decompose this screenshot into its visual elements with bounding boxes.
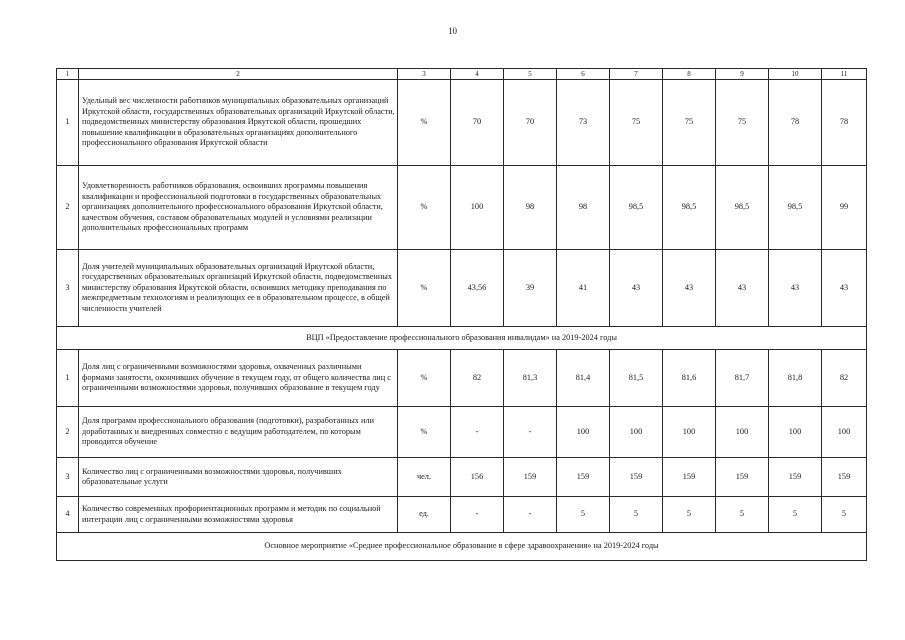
column-number-cell: 2 — [79, 69, 398, 80]
value-cell: 78 — [822, 80, 867, 166]
column-number-cell: 4 — [451, 69, 504, 80]
unit-cell: % — [398, 80, 451, 166]
value-cell: 98,5 — [610, 166, 663, 250]
value-cell: 43 — [769, 250, 822, 327]
table-row — [57, 80, 867, 166]
indicator-description: Удовлетворенность работников образования, освоивших программы повышения квалификации и профессиональной подготовки в государственных образовательных организациях дополнительного профессионального образования Иркутской области, качеством обучения, составом образовательных модулей и условиями реализации дополнительных профессиональных программ — [79, 166, 398, 250]
table-row — [57, 350, 867, 407]
value-cell: 75 — [610, 80, 663, 166]
row-number: 4 — [57, 497, 79, 533]
value-cell: 159 — [504, 458, 557, 497]
indicator-description: Количество лиц с ограниченными возможностями здоровья, получивших образовательные услуги — [79, 458, 398, 497]
indicator-description: Доля учителей муниципальных образовательных организаций Иркутской области, государственных образовательных организаций Иркутской области, подведомственных министерству образования Иркутской области, освоивших методику преподавания по межпредметным технологиям и реализующих ее в образовательном процессе, в общей численности учителей — [79, 250, 398, 327]
table-row — [57, 497, 867, 533]
column-number-cell: 10 — [769, 69, 822, 80]
row-number: 3 — [57, 458, 79, 497]
value-cell: 81,7 — [716, 350, 769, 407]
value-cell: 100 — [557, 407, 610, 458]
value-cell: 43 — [716, 250, 769, 327]
indicator-description: Доля программ профессионального образования (подготовки), разработанных или доработанных и внедренных совместно с ведущим работодателем, по которым проводится обучение — [79, 407, 398, 458]
value-cell: 43 — [822, 250, 867, 327]
row-number: 3 — [57, 250, 79, 327]
value-cell: 73 — [557, 80, 610, 166]
value-cell: - — [504, 407, 557, 458]
value-cell: 98,5 — [663, 166, 716, 250]
table-row — [57, 166, 867, 250]
value-cell: 81,4 — [557, 350, 610, 407]
unit-cell: % — [398, 250, 451, 327]
column-number-cell: 5 — [504, 69, 557, 80]
indicator-description: Количество современных профориентационных программ и методик по социальной интеграции лиц с ограниченными возможностями здоровья — [79, 497, 398, 533]
value-cell: 159 — [716, 458, 769, 497]
column-number-cell: 8 — [663, 69, 716, 80]
value-cell: 75 — [663, 80, 716, 166]
value-cell: 82 — [451, 350, 504, 407]
value-cell: 5 — [769, 497, 822, 533]
value-cell: 99 — [822, 166, 867, 250]
column-number-cell: 7 — [610, 69, 663, 80]
value-cell: 81,6 — [663, 350, 716, 407]
indicator-description: Доля лиц с ограниченными возможностями здоровья, охваченных различными формами занятости, окончивших обучение в текущем году, от общего количества лиц с ограниченными возможностями здоровья, получивших образование в текущем году — [79, 350, 398, 407]
value-cell: 5 — [822, 497, 867, 533]
value-cell: 100 — [610, 407, 663, 458]
value-cell: 43 — [663, 250, 716, 327]
column-number-cell: 11 — [822, 69, 867, 80]
value-cell: 100 — [822, 407, 867, 458]
section-row — [57, 533, 867, 561]
row-number: 1 — [57, 80, 79, 166]
value-cell: 159 — [610, 458, 663, 497]
column-number-cell: 1 — [57, 69, 79, 80]
row-number: 2 — [57, 407, 79, 458]
unit-cell: чел. — [398, 458, 451, 497]
table-row — [57, 458, 867, 497]
column-number-row — [57, 69, 867, 80]
row-number: 2 — [57, 166, 79, 250]
value-cell: 100 — [716, 407, 769, 458]
value-cell: 5 — [663, 497, 716, 533]
value-cell: 159 — [822, 458, 867, 497]
value-cell: 5 — [716, 497, 769, 533]
value-cell: 43,56 — [451, 250, 504, 327]
value-cell: 78 — [769, 80, 822, 166]
unit-cell: % — [398, 166, 451, 250]
value-cell: 100 — [451, 166, 504, 250]
unit-cell: % — [398, 350, 451, 407]
column-number-cell: 9 — [716, 69, 769, 80]
value-cell: 159 — [557, 458, 610, 497]
indicators-table — [56, 68, 867, 561]
value-cell: 81,8 — [769, 350, 822, 407]
value-cell: 159 — [769, 458, 822, 497]
unit-cell: ед. — [398, 497, 451, 533]
value-cell: 159 — [663, 458, 716, 497]
column-number-cell: 3 — [398, 69, 451, 80]
value-cell: 81,3 — [504, 350, 557, 407]
row-number: 1 — [57, 350, 79, 407]
value-cell: 43 — [610, 250, 663, 327]
value-cell: 100 — [769, 407, 822, 458]
page-number: 10 — [448, 26, 457, 36]
value-cell: 70 — [451, 80, 504, 166]
value-cell: 5 — [610, 497, 663, 533]
value-cell: 39 — [504, 250, 557, 327]
value-cell: 5 — [557, 497, 610, 533]
indicator-description: Удельный вес численности работников муниципальных образовательных организаций Иркутской области, государственных образовательных организаций Иркутской области, подведомственных министерству образования Иркутской области, прошедших повышение квалификации в образовательных организациях дополнительного профессионального образования Иркутской области — [79, 80, 398, 166]
value-cell: - — [451, 407, 504, 458]
value-cell: 81,5 — [610, 350, 663, 407]
section-row — [57, 327, 867, 350]
section-title: Основное мероприятие «Среднее профессиональное образование в сфере здравоохранения» на 2019-2024 годы — [57, 533, 867, 561]
value-cell: 75 — [716, 80, 769, 166]
value-cell: 98 — [504, 166, 557, 250]
value-cell: 98,5 — [716, 166, 769, 250]
value-cell: 98 — [557, 166, 610, 250]
value-cell: - — [504, 497, 557, 533]
value-cell: 156 — [451, 458, 504, 497]
table-row — [57, 250, 867, 327]
unit-cell: % — [398, 407, 451, 458]
value-cell: 70 — [504, 80, 557, 166]
table-row — [57, 407, 867, 458]
value-cell: - — [451, 497, 504, 533]
value-cell: 82 — [822, 350, 867, 407]
column-number-cell: 6 — [557, 69, 610, 80]
value-cell: 98,5 — [769, 166, 822, 250]
value-cell: 41 — [557, 250, 610, 327]
value-cell: 100 — [663, 407, 716, 458]
section-title: ВЦП «Предоставление профессионального образования инвалидам» на 2019-2024 годы — [57, 327, 867, 350]
